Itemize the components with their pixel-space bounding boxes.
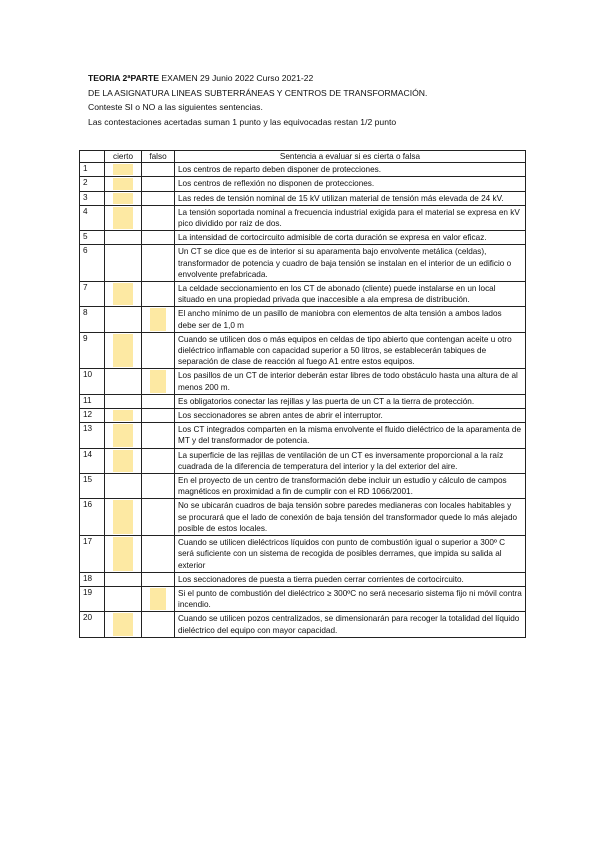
falso-cell[interactable] bbox=[142, 205, 175, 230]
cierto-highlight bbox=[113, 613, 133, 635]
statement-text: La celdade seccionamiento en los CT de abonado (cliente) puede instalarse en un local situado en una propiedad privada que inaccesible a ala empresa de distribución. bbox=[175, 282, 526, 307]
statement-text: Las redes de tensión nominal de 15 kV utilizan material de tensión más elevada de 24 kV. bbox=[175, 191, 526, 205]
exam-part-title: TEORIA 2ªPARTE bbox=[88, 73, 159, 83]
falso-cell[interactable] bbox=[142, 282, 175, 307]
falso-highlight bbox=[150, 308, 166, 330]
table-row bbox=[80, 191, 526, 205]
falso-highlight bbox=[150, 370, 166, 392]
table-row bbox=[80, 282, 526, 307]
falso-cell[interactable] bbox=[142, 572, 175, 586]
table-row bbox=[80, 448, 526, 473]
statement-text: Los centros de reparto deben disponer de protecciones. bbox=[175, 163, 526, 177]
header-line-3: Conteste SI o NO a las siguientes sentencias. bbox=[88, 102, 263, 112]
table-row bbox=[80, 205, 526, 230]
falso-cell[interactable] bbox=[142, 191, 175, 205]
cierto-cell[interactable] bbox=[105, 177, 142, 191]
cierto-highlight bbox=[113, 283, 133, 305]
header-line-1 bbox=[88, 71, 528, 86]
cierto-highlight bbox=[113, 537, 133, 571]
header-num bbox=[80, 151, 105, 163]
cierto-cell[interactable] bbox=[105, 245, 142, 282]
statement-text: Los CT integrados comparten en la misma envolvente el fluido dieléctrico de la aparamenta de MT y del transformador de potencia. bbox=[175, 423, 526, 448]
falso-cell[interactable] bbox=[142, 231, 175, 245]
statement-text: Los seccionadores de puesta a tierra pueden cerrar corrientes de cortocircuito. bbox=[175, 572, 526, 586]
cierto-highlight bbox=[113, 450, 133, 472]
table-row bbox=[80, 499, 526, 536]
cierto-cell[interactable] bbox=[105, 423, 142, 448]
cierto-cell[interactable] bbox=[105, 474, 142, 499]
table-row bbox=[80, 177, 526, 191]
cierto-cell[interactable] bbox=[105, 536, 142, 573]
falso-cell[interactable] bbox=[142, 163, 175, 177]
header-sentencia: Sentencia a evaluar si es cierta o falsa bbox=[175, 151, 526, 163]
table-row bbox=[80, 163, 526, 177]
statement-text: Los centros de reflexión no disponen de protecciones. bbox=[175, 177, 526, 191]
statement-text: Los pasillos de un CT de interior deberán estar libres de todo obstáculo hasta una altura de al menos 200 m. bbox=[175, 369, 526, 394]
cierto-highlight bbox=[113, 424, 133, 446]
row-number: 13 bbox=[80, 423, 105, 448]
table-row bbox=[80, 572, 526, 586]
cierto-cell[interactable] bbox=[105, 332, 142, 369]
header-line-2: DE LA ASIGNATURA LINEAS SUBTERRÁNEAS Y CENTROS DE TRANSFORMACIÓN. bbox=[88, 87, 428, 98]
table-row bbox=[80, 332, 526, 369]
cierto-cell[interactable] bbox=[105, 205, 142, 230]
row-number: 9 bbox=[80, 332, 105, 369]
cierto-highlight bbox=[113, 334, 133, 368]
statement-text: Un CT se dice que es de interior si su aparamenta bajo envolvente metálica (celdas), transformador de potencia y cuadro de baja tensión se instalan en el interior de un edificio o envolvente prefabricada. bbox=[175, 245, 526, 282]
table-row bbox=[80, 536, 526, 573]
cierto-cell[interactable] bbox=[105, 572, 142, 586]
falso-cell[interactable] bbox=[142, 394, 175, 408]
header-cierto: cierto bbox=[105, 151, 142, 163]
exam-date-course: EXAMEN 29 Junio 2022 Curso 2021-22 bbox=[158, 73, 314, 83]
cierto-highlight bbox=[113, 193, 133, 204]
cierto-highlight bbox=[113, 500, 133, 534]
row-number: 18 bbox=[80, 572, 105, 586]
table-row bbox=[80, 474, 526, 499]
statement-text: Cuando se utilicen dieléctricos líquidos con punto de combustión igual o superior a 300º C será suficiente con un sistema de recogida de posibles derrames, que impida su salida al exterior bbox=[175, 536, 526, 573]
cierto-cell[interactable] bbox=[105, 163, 142, 177]
exam-header bbox=[88, 71, 528, 129]
row-number: 12 bbox=[80, 409, 105, 423]
cierto-highlight bbox=[113, 164, 133, 175]
statement-text: Cuando se utilicen pozos centralizados, se dimensionarán para recoger la totalidad del líquido dieléctrico del equipo con mayor capacidad. bbox=[175, 612, 526, 637]
table-row bbox=[80, 586, 526, 611]
row-number: 20 bbox=[80, 612, 105, 637]
row-number: 14 bbox=[80, 448, 105, 473]
cierto-cell[interactable] bbox=[105, 448, 142, 473]
cierto-cell[interactable] bbox=[105, 586, 142, 611]
cierto-highlight bbox=[113, 410, 133, 421]
statement-text: La superficie de las rejillas de ventilación de un CT es inversamente proporcional a la raíz cuadrada de la diferencia de temperatura del interior y la del exterior del aire. bbox=[175, 448, 526, 473]
header-line-4: Las contestaciones acertadas suman 1 punto y las equivocadas restan 1/2 punto bbox=[88, 116, 397, 127]
falso-cell[interactable] bbox=[142, 499, 175, 536]
row-number: 5 bbox=[80, 231, 105, 245]
falso-cell[interactable] bbox=[142, 307, 175, 332]
row-number: 6 bbox=[80, 245, 105, 282]
falso-cell[interactable] bbox=[142, 536, 175, 573]
statement-text: La intensidad de cortocircuito admisible de corta duración se expresa en valor eficaz. bbox=[175, 231, 526, 245]
falso-cell[interactable] bbox=[142, 474, 175, 499]
table-row bbox=[80, 394, 526, 408]
row-number: 17 bbox=[80, 536, 105, 573]
statement-text: No se ubicarán cuadros de baja tensión sobre paredes medianeras con locales habitables y se procurará que el lado de conexión de baja tensión del transformador quede lo más alejado posible de estos locales. bbox=[175, 499, 526, 536]
row-number: 7 bbox=[80, 282, 105, 307]
table-row bbox=[80, 409, 526, 423]
statement-text: Los seccionadores se abren antes de abrir el interruptor. bbox=[175, 409, 526, 423]
row-number: 10 bbox=[80, 369, 105, 394]
statement-text: Es obligatorios conectar las rejillas y las puerta de un CT a la tierra de protección. bbox=[175, 394, 526, 408]
table-row bbox=[80, 612, 526, 637]
row-number: 2 bbox=[80, 177, 105, 191]
cierto-cell[interactable] bbox=[105, 369, 142, 394]
table-row bbox=[80, 307, 526, 332]
falso-cell[interactable] bbox=[142, 369, 175, 394]
falso-cell[interactable] bbox=[142, 423, 175, 448]
header-falso: falso bbox=[142, 151, 175, 163]
row-number: 4 bbox=[80, 205, 105, 230]
cierto-highlight bbox=[113, 207, 133, 229]
table-row bbox=[80, 423, 526, 448]
exam-table bbox=[79, 150, 526, 638]
row-number: 1 bbox=[80, 163, 105, 177]
cierto-highlight bbox=[113, 178, 133, 189]
cierto-cell[interactable] bbox=[105, 282, 142, 307]
cierto-cell[interactable] bbox=[105, 231, 142, 245]
statement-text: En el proyecto de un centro de transformación debe incluir un estudio y cálculo de campos magnéticos en proximidad a fin de cumplir con el RD 1066/2001. bbox=[175, 474, 526, 499]
falso-cell[interactable] bbox=[142, 332, 175, 369]
table-row bbox=[80, 245, 526, 282]
row-number: 3 bbox=[80, 191, 105, 205]
row-number: 11 bbox=[80, 394, 105, 408]
falso-cell[interactable] bbox=[142, 448, 175, 473]
cierto-cell[interactable] bbox=[105, 191, 142, 205]
cierto-cell[interactable] bbox=[105, 409, 142, 423]
falso-cell[interactable] bbox=[142, 612, 175, 637]
table-row bbox=[80, 231, 526, 245]
falso-cell[interactable] bbox=[142, 409, 175, 423]
falso-cell[interactable] bbox=[142, 586, 175, 611]
row-number: 19 bbox=[80, 586, 105, 611]
cierto-cell[interactable] bbox=[105, 307, 142, 332]
table-header-row bbox=[80, 151, 526, 163]
statement-text: El ancho mínimo de un pasillo de maniobra con elementos de alta tensión a ambos lados debe ser de 1,0 m bbox=[175, 307, 526, 332]
row-number: 8 bbox=[80, 307, 105, 332]
statement-text: La tensión soportada nominal a frecuencia industrial exigida para el material se expresa en kV pico dividido por raiz de dos. bbox=[175, 205, 526, 230]
statement-text: Cuando se utilicen dos o más equipos en celdas de tipo abierto que contengan aceite u otro dieléctrico inflamable con capacidad superior a 50 litros, se establecerán tabiques de separación de clase de reacción al fuego A1 entre estos equipos. bbox=[175, 332, 526, 369]
falso-cell[interactable] bbox=[142, 177, 175, 191]
table-row bbox=[80, 369, 526, 394]
falso-cell[interactable] bbox=[142, 245, 175, 282]
cierto-cell[interactable] bbox=[105, 612, 142, 637]
row-number: 15 bbox=[80, 474, 105, 499]
statement-text: Si el punto de combustión del dieléctrico ≥ 300ºC no será necesario sistema fijo ni móvil contra incendio. bbox=[175, 586, 526, 611]
cierto-cell[interactable] bbox=[105, 394, 142, 408]
falso-highlight bbox=[150, 588, 166, 610]
cierto-cell[interactable] bbox=[105, 499, 142, 536]
row-number: 16 bbox=[80, 499, 105, 536]
